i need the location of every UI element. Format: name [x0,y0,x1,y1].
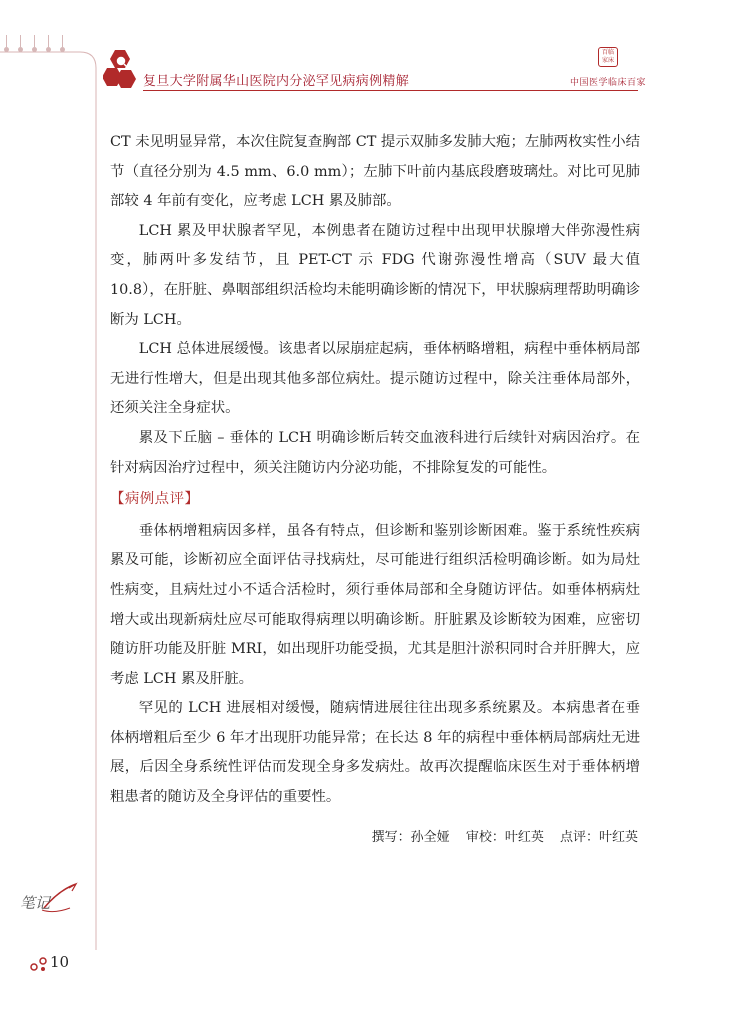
page-number: 10 [50,953,70,971]
paragraph: LCH 总体进展缓慢。该患者以尿崩症起病，垂体柄略增粗，病程中垂体柄局部无进行性增大，但是出现其他多部位病灶。提示随访过程中，除关注垂体局部外，还须关注全身症状。 [110,341,640,417]
paragraph: 垂体柄增粗病因多样，虽各有特点，但诊断和鉴别诊断困难。鉴于系统性疾病累及可能，诊断初应全面评估寻找病灶，尽可能进行组织活检明确诊断。如为局灶性病变，且病灶过小不适合活检时，须行垂体局部和全身随访评估。如垂体柄病灶增大或出现新病灶应尽可能取得病理以明确诊断。肝脏累及诊断较为困难，应密切随访肝功能及肝脏 MRI，如出现肝功能受损，尤其是胆汁淤积同时合并肝脾大，应考虑 LCH 累及肝脏。 [110,522,640,687]
seal-logo: 百临 家床 [598,47,618,67]
byline-commenter: 点评：叶红英 [559,830,638,845]
hexagon-logo-icon [103,48,143,94]
header-series-name: 中国医学临床百家 [570,78,647,88]
margin-line [0,50,110,950]
byline [360,826,638,845]
paragraph: 罕见的 LCH 进展相对缓慢，随病情进展往往出现多系统累及。本病患者在垂体柄增粗后至少 6 年才出现肝功能异常；在长达 8 年的病程中垂体柄局部病灶无进展，后因全身系统性评估而发现全身多发病灶。故再次提醒临床医生对于垂体柄增粗患者的随访及全身评估的重要性。 [110,700,640,806]
main-content [110,128,640,813]
paragraph: CT 未见明显异常，本次住院复查胸部 CT 提示双肺多发肺大疱；左肺两枚实性小结节（直径分别为 4.5 mm、6.0 mm）；左肺下叶前内基底段磨玻璃灶。对比可见肺部较 4 年前有变化，应考虑 LCH 累及肺部。 [110,134,640,210]
header-book-title: 复旦大学附属华山医院内分泌罕见病病例精解 [143,74,410,89]
paragraph: 累及下丘脑 – 垂体的 LCH 明确诊断后转交血液科进行后续针对病因治疗。在针对病因治疗过程中，须关注随访内分泌功能，不排除复发的可能性。 [110,429,640,476]
byline-author: 撰写：孙全娅 [371,830,450,845]
header-rule [143,90,638,91]
byline-reviewer: 审校：叶红英 [465,830,544,845]
notes-label-text: 笔记 [20,894,51,912]
page-decoration-icon [30,956,48,972]
notes-label [14,880,84,920]
paragraph: LCH 累及甲状腺者罕见，本例患者在随访过程中出现甲状腺增大伴弥漫性病变，肺两叶多发结节，且 PET-CT 示 FDG 代谢弥漫性增高（SUV 最大值 10.8），在肝脏、鼻咽部组织活检均未能明确诊断的情况下，甲状腺病理帮助明确诊断为 LCH。 [110,222,640,328]
section-title: 【病例点评】 [110,491,200,508]
